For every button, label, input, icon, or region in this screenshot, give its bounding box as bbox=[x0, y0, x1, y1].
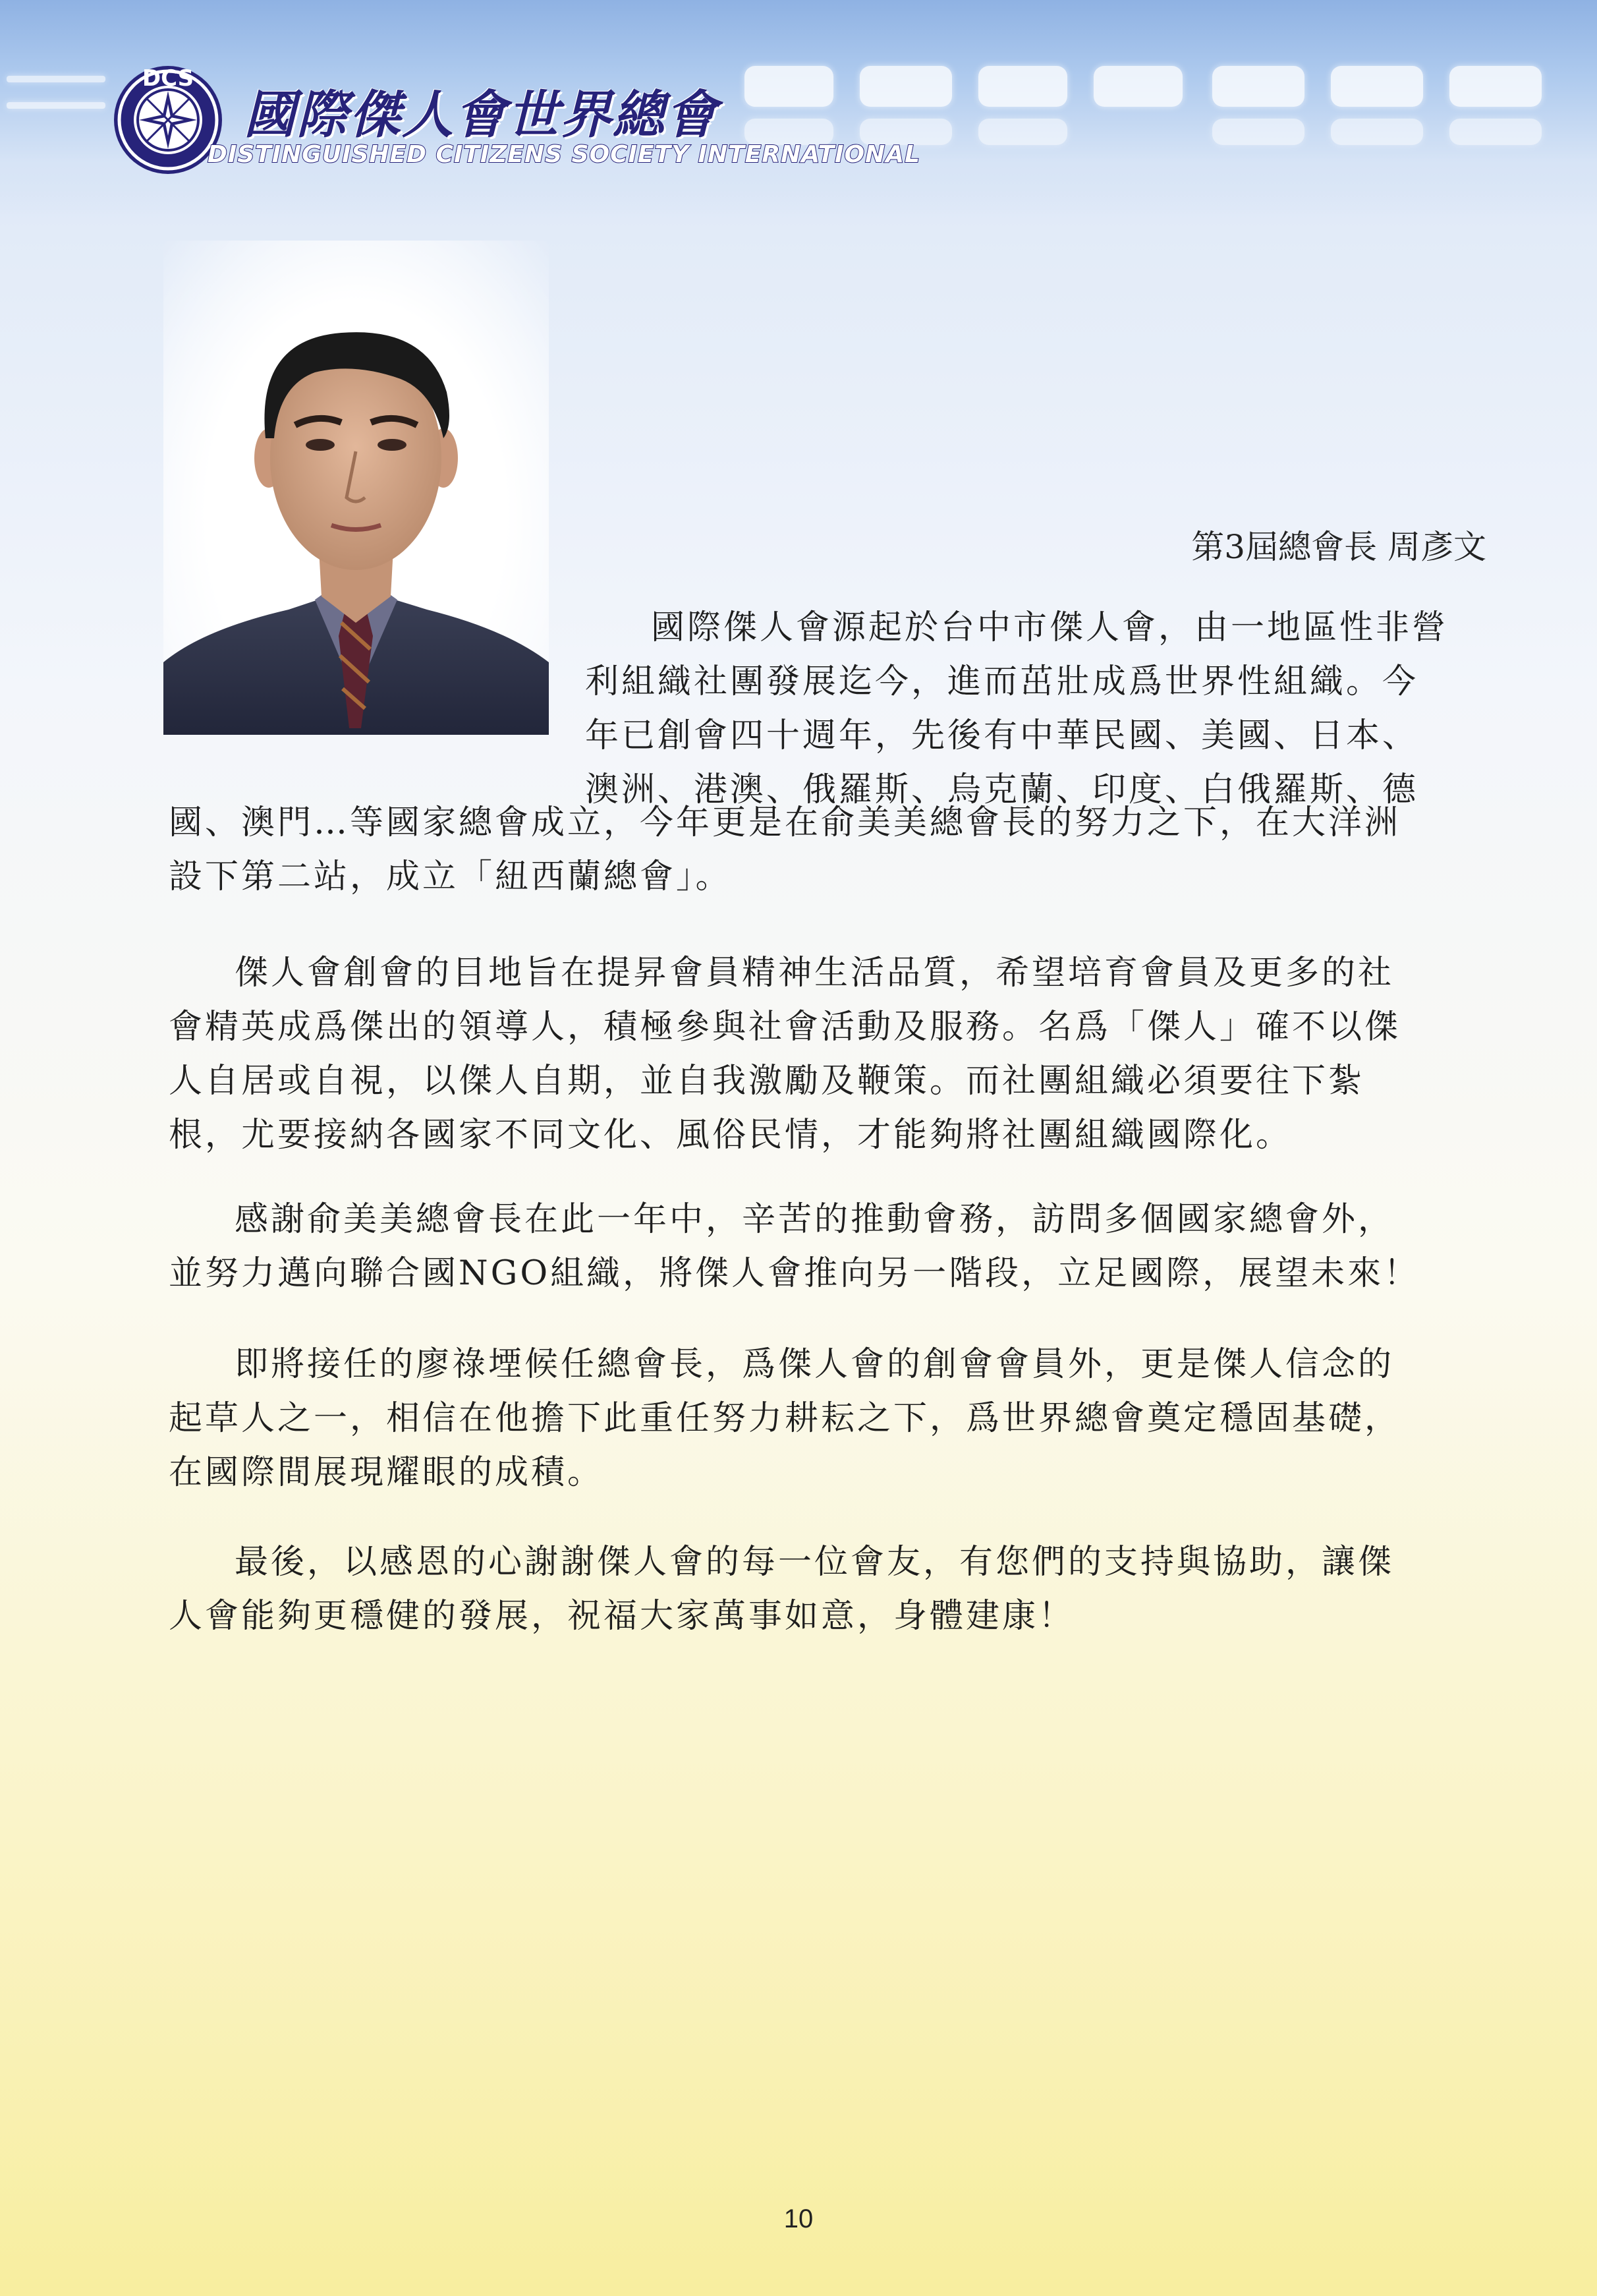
organization-logo bbox=[102, 47, 926, 186]
page-number: 10 bbox=[783, 2204, 814, 2233]
paragraph-line: 年已創會四十週年，先後有中華民國、美國、日本、 bbox=[585, 716, 1419, 755]
paragraph-3 bbox=[169, 1193, 1493, 1301]
paragraph-1-continued bbox=[169, 796, 1488, 904]
paragraph-line: 澳洲、港澳、俄羅斯、烏克蘭、印度、白俄羅斯、德 bbox=[585, 770, 1419, 809]
paragraph-4 bbox=[169, 1338, 1493, 1500]
paragraph-line: 會精英成爲傑出的領導人，積極參與社會活動及服務。名爲「傑人」確不以傑 bbox=[169, 1008, 1401, 1047]
paragraph-line: 最後，以感恩的心謝謝傑人會的每一位會友，有您們的支持與協助，讓傑 bbox=[235, 1543, 1395, 1582]
paragraph-line: 國際傑人會源起於台中市傑人會，由一地區性非營 bbox=[651, 608, 1449, 647]
portrait-photo bbox=[163, 241, 549, 735]
paragraph-line: 設下第二站，成立「紐西蘭總會」。 bbox=[169, 857, 732, 896]
paragraph-line: 國、澳門…等國家總會成立，今年更是在俞美美總會長的努力之下，在大洋洲 bbox=[169, 803, 1401, 842]
paragraph-line: 根，尤要接納各國家不同文化、風俗民情，才能夠將社團組織國際化。 bbox=[169, 1116, 1293, 1155]
paragraph-line: 起草人之一，相信在他擔下此重任努力耕耘之下，爲世界總會奠定穩固基礎， bbox=[169, 1399, 1401, 1438]
paragraph-line: 人自居或自視，以傑人自期，並自我激勵及鞭策。而社團組織必須要往下紮 bbox=[169, 1062, 1365, 1101]
paragraph-line: 利組織社團發展迄今，進而茁壯成爲世界性組織。今 bbox=[585, 662, 1419, 701]
portrait-photo-icon bbox=[163, 241, 549, 735]
author-signature: 第3屆總會長 周彥文 bbox=[1191, 528, 1486, 566]
paragraph-line: 並努力邁向聯合國NGO組織，將傑人會推向另一階段，立足國際，展望未來！ bbox=[169, 1254, 1420, 1293]
paragraph-line: 人會能夠更穩健的發展，祝福大家萬事如意，身體建康！ bbox=[169, 1597, 1075, 1636]
paragraph-line: 即將接任的廖祿堙候任總會長，爲傑人會的創會會員外，更是傑人信念的 bbox=[235, 1345, 1395, 1384]
paragraph-2 bbox=[169, 946, 1493, 1162]
paragraph-5 bbox=[169, 1535, 1493, 1644]
paragraph-line: 傑人會創會的目地旨在提昇會員精神生活品質，希望培育會員及更多的社 bbox=[235, 954, 1395, 992]
organization-title-zh: 國際傑人會世界總會 bbox=[244, 86, 719, 145]
header-band bbox=[0, 0, 1597, 217]
organization-title-en: DISTINGUISHED CITIZENS SOCIETY INTERNATIONAL bbox=[208, 141, 921, 168]
paragraph-line: 在國際間展現耀眼的成積。 bbox=[169, 1453, 604, 1492]
emblem-text: DCS bbox=[142, 65, 194, 92]
paragraph-1-intro bbox=[585, 601, 1488, 817]
paragraph-line: 感謝俞美美總會長在此一年中，辛苦的推動會務，訪問多個國家總會外， bbox=[235, 1200, 1395, 1239]
